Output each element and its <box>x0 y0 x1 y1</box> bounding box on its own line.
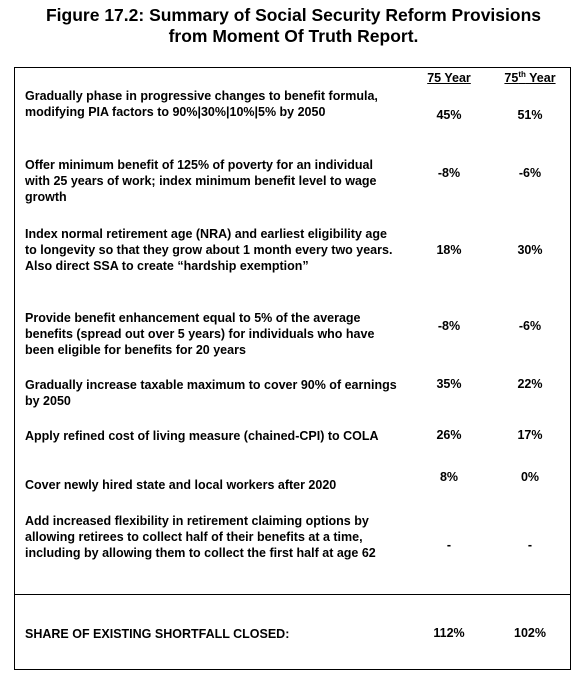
row-description: Gradually phase in progressive changes to benefit formula, modifying PIA factors to 90%|30%|10%|5% by 2050 <box>25 89 378 119</box>
total-label: SHARE OF EXISTING SHORTFALL CLOSED: <box>25 627 290 641</box>
row-value-75th-year: 17% <box>517 428 543 442</box>
total-value-75th-year: 102% <box>514 626 546 640</box>
row-value-75-year: 45% <box>436 108 462 122</box>
total-divider <box>14 594 571 595</box>
row-value-75-year: 35% <box>436 377 462 391</box>
row-value-75-year: 18% <box>436 243 462 257</box>
row-value-75th-year: 0% <box>520 470 540 484</box>
column-header-75th-prefix: 75 <box>504 71 519 85</box>
row-value-75-year: 8% <box>439 470 459 484</box>
row-value-75-year: -8% <box>437 166 461 180</box>
column-header-75th-sup: th <box>518 69 526 79</box>
column-header-75th-year <box>495 71 565 85</box>
row-description: Index normal retirement age (NRA) and earliest eligibility age to longevity so that they grow about 1 month every two years. Also direct SSA to create “hardship exemption” <box>25 227 393 273</box>
row-value-75th-year: 51% <box>517 108 543 122</box>
row-value-75-year: -8% <box>437 319 461 333</box>
row-value-75th-year: -6% <box>518 166 542 180</box>
total-value-75-year: 112% <box>433 626 465 640</box>
row-value-75th-year: - <box>527 538 533 552</box>
column-header-75-year: 75 Year <box>427 71 471 85</box>
figure-title-line-1: Figure 17.2: Summary of Social Security Reform Provisions <box>45 5 542 25</box>
row-description: Add increased flexibility in retirement claiming options by allowing retirees to collect half of their benefits at a time, including by allowing them to collect the first half at age 62 <box>25 514 376 560</box>
row-description: Offer minimum benefit of 125% of poverty for an individual with 25 years of work; index minimum benefit level to wage growth <box>25 158 377 204</box>
row-value-75th-year: -6% <box>518 319 542 333</box>
row-value-75-year: 26% <box>436 428 462 442</box>
row-description: Apply refined cost of living measure (chained-CPI) to COLA <box>25 429 379 443</box>
row-value-75-year: - <box>446 538 452 552</box>
row-description: Gradually increase taxable maximum to cover 90% of earnings by 2050 <box>25 378 397 408</box>
row-description: Cover newly hired state and local workers after 2020 <box>25 478 337 492</box>
figure-title-line-2: from Moment Of Truth Report. <box>168 26 419 46</box>
column-header-75th-suffix: Year <box>525 71 556 85</box>
row-value-75th-year: 30% <box>517 243 543 257</box>
row-value-75th-year: 22% <box>517 377 543 391</box>
figure-title <box>0 5 587 47</box>
row-description: Provide benefit enhancement equal to 5% of the average benefits (spread out over 5 years) for individuals who have been eligible for benefits for 20 years <box>25 311 375 357</box>
